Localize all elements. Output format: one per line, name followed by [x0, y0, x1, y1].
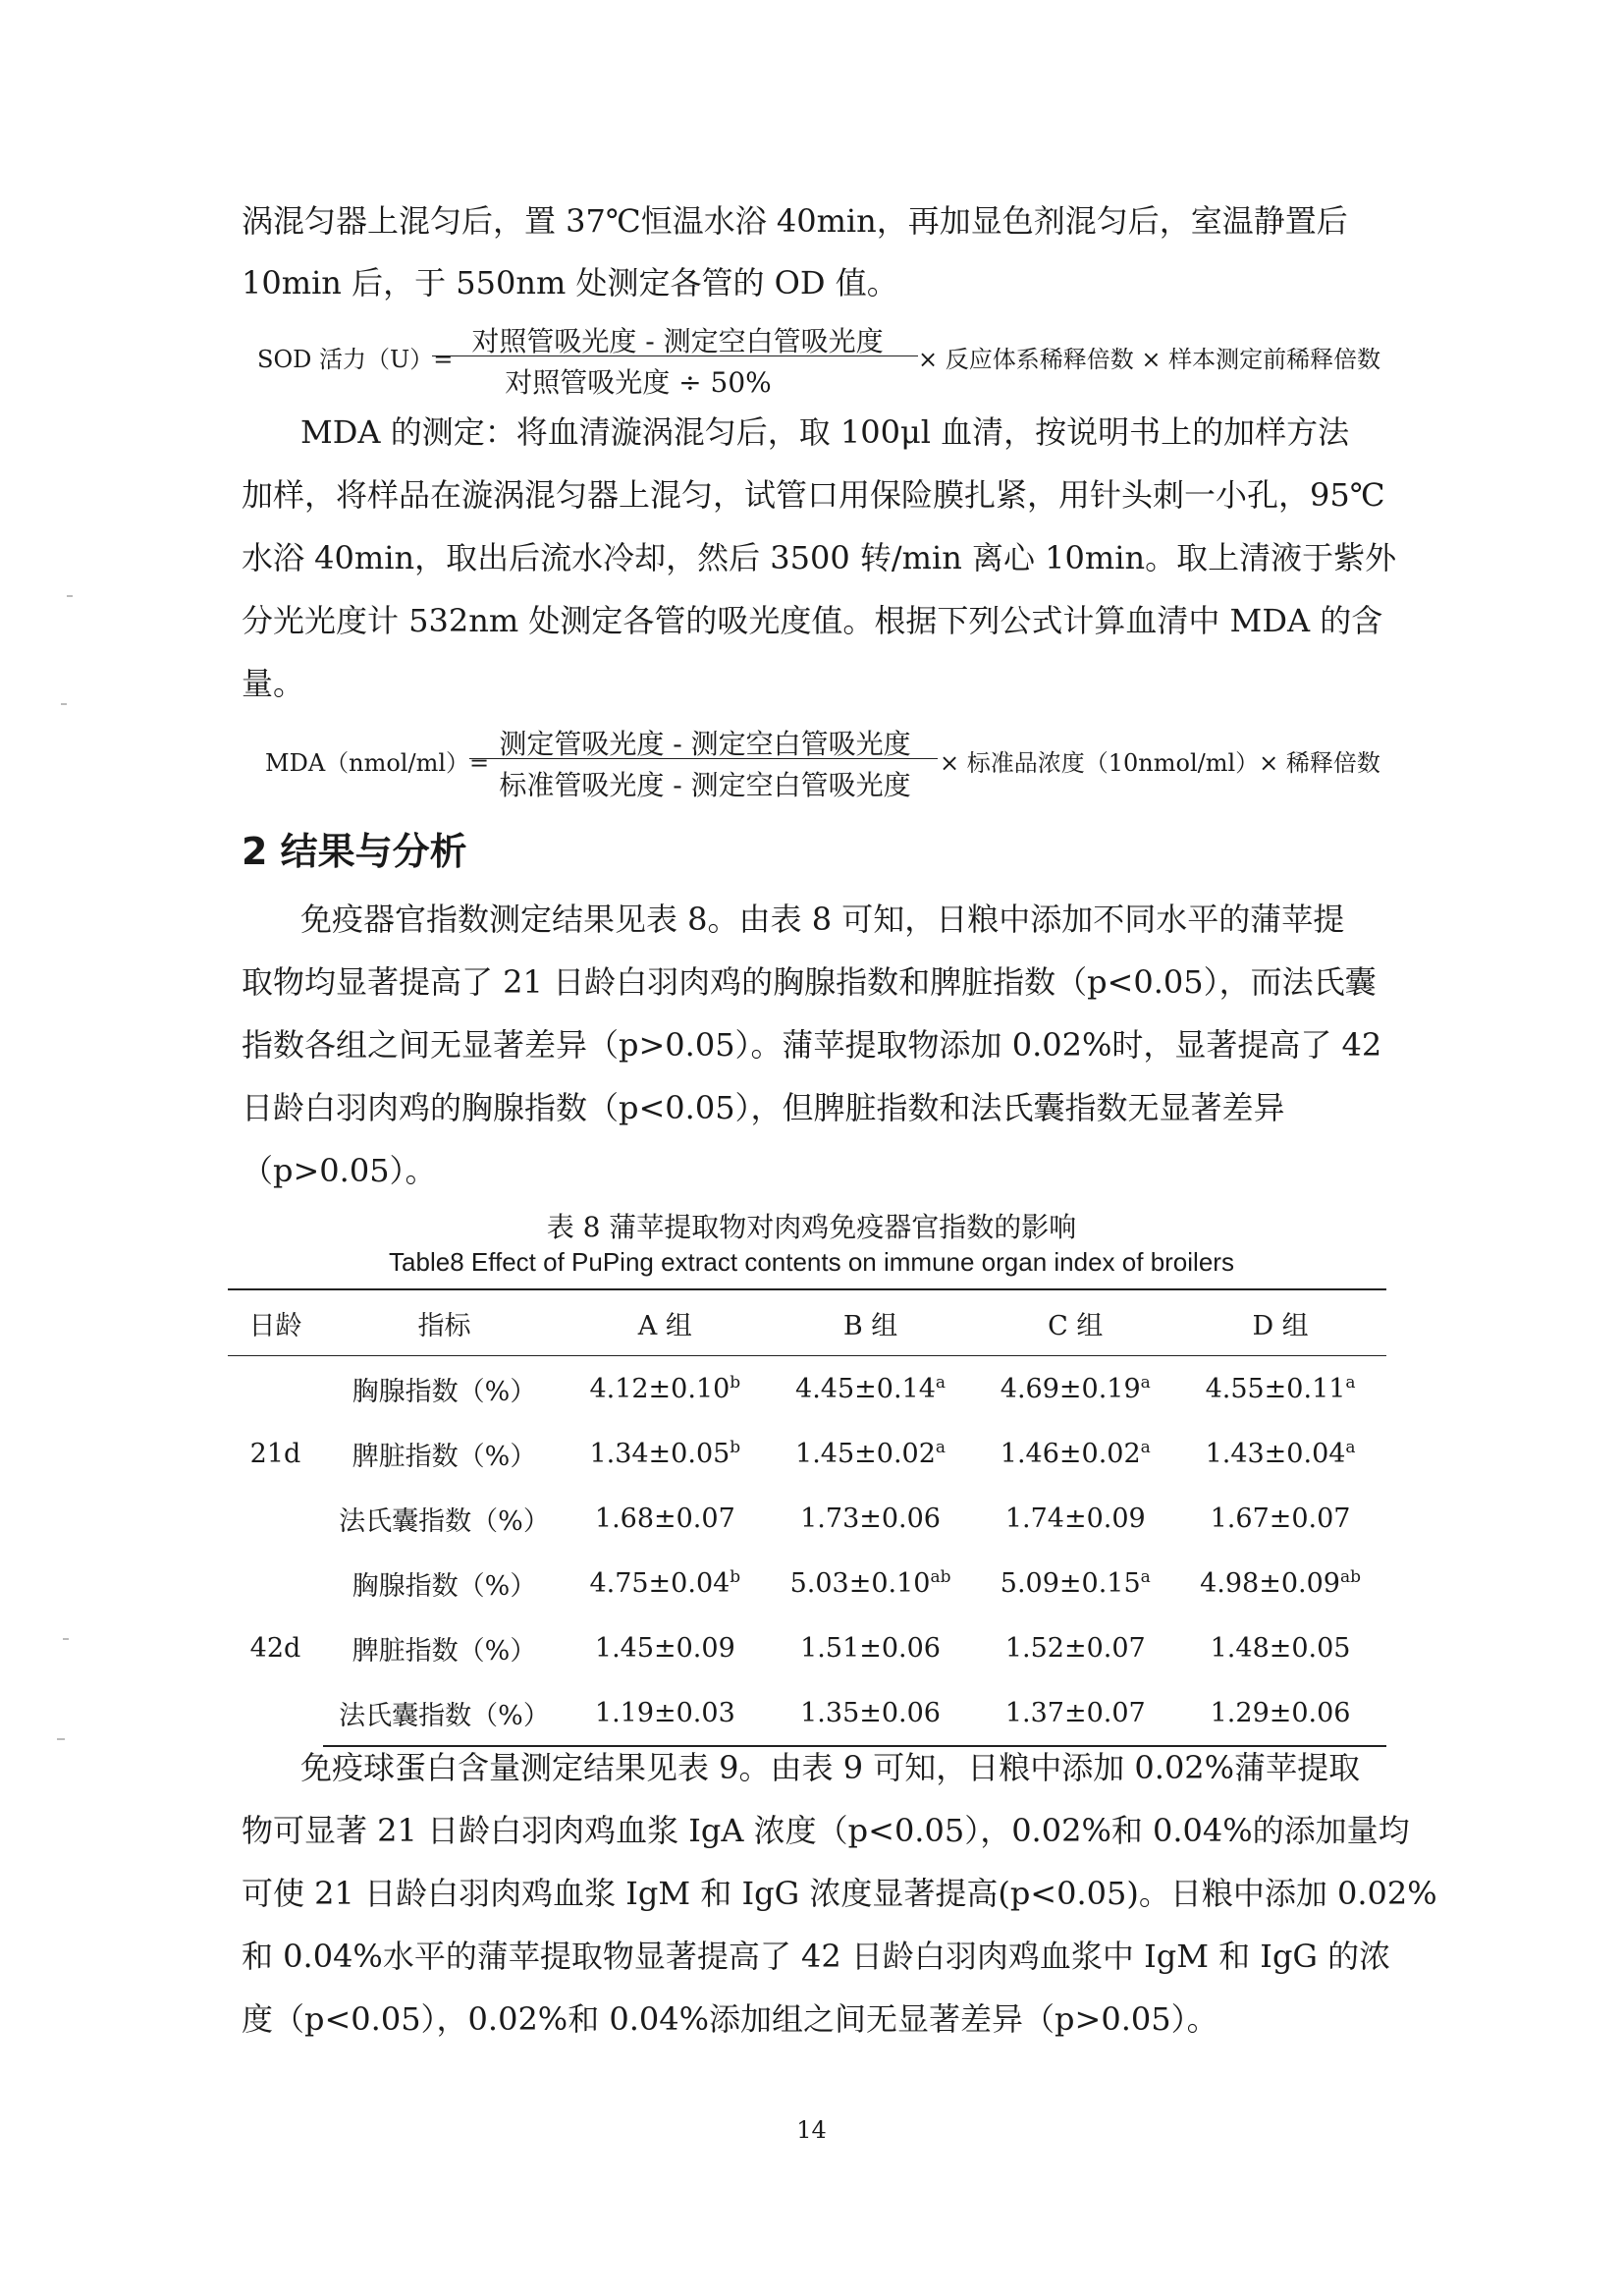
para3-line1: 免疫器官指数测定结果见表 8。由表 8 可知，日粮中添加不同水平的蒲苹提: [300, 901, 1345, 938]
value-text: 1.67±0.07: [1210, 1503, 1351, 1534]
value-text: 1.19±0.03: [594, 1698, 735, 1728]
para1-line2: 10min 后，于 550nm 处测定各管的 OD 值。: [242, 264, 898, 301]
sod-fraction-bar: [432, 355, 918, 356]
header-group-a: A 组: [566, 1289, 765, 1356]
para4-line4: 和 0.04%水平的蒲苹提取物显著提高了 42 日龄白羽肉鸡血浆中 IgM 和 IgG 的浓: [242, 1938, 1391, 1975]
value-text: 1.45±0.09: [594, 1633, 735, 1664]
table8: [228, 1288, 1386, 1747]
significance-letter: a: [935, 1373, 947, 1393]
value-cell: [566, 1356, 765, 1422]
sod-formula-rhs: × 反应体系稀释倍数 × 样本测定前稀释倍数: [918, 346, 1381, 373]
scan-speck: [57, 1738, 65, 1740]
value-cell: [566, 1421, 765, 1486]
value-cell: [566, 1551, 765, 1615]
table-row: [228, 1551, 1386, 1615]
value-cell: [765, 1356, 977, 1422]
index-cell: 脾脏指数（%）: [352, 1635, 537, 1667]
table8-caption-en: Table8 Effect of PuPing extract contents on immune organ index of broilers: [389, 1247, 1234, 1277]
scan-speck: [67, 595, 73, 597]
index-cell: 脾脏指数（%）: [352, 1441, 537, 1472]
para4-line1: 免疫球蛋白含量测定结果见表 9。由表 9 可知，日粮中添加 0.02%蒲苹提取: [300, 1749, 1361, 1786]
value-cell: [976, 1615, 1174, 1680]
para3-line3: 指数各组之间无显著差异（p>0.05）。蒲苹提取物添加 0.02%时，显著提高了 42: [242, 1026, 1382, 1064]
value-text: 1.29±0.06: [1210, 1698, 1351, 1728]
mda-fraction-bar: [469, 758, 938, 759]
value-text: 1.48±0.05: [1210, 1633, 1351, 1664]
para2-line5: 量。: [242, 665, 305, 702]
value-text: 4.98±0.09: [1200, 1568, 1340, 1599]
table8-caption-zh: 表 8 蒲苹提取物对肉鸡免疫器官指数的影响: [546, 1211, 1077, 1243]
value-cell: [976, 1421, 1174, 1486]
para3-line5: （p>0.05）。: [242, 1152, 437, 1189]
significance-letter: a: [935, 1438, 947, 1457]
value-cell: [765, 1680, 977, 1746]
value-text: 5.09±0.15: [1000, 1568, 1141, 1599]
value-cell: [765, 1615, 977, 1680]
header-group-d: D 组: [1174, 1289, 1386, 1356]
sod-formula-lhs: SOD 活力（U）=: [257, 346, 454, 373]
value-text: 4.69±0.19: [1000, 1374, 1141, 1404]
value-cell: [566, 1486, 765, 1551]
significance-letter: a: [1140, 1438, 1151, 1457]
para4-line3: 可使 21 日龄白羽肉鸡血浆 IgM 和 IgG 浓度显著提高(p<0.05)。日粮中添加 0.02%: [242, 1875, 1437, 1912]
para4-line5: 度（p<0.05），0.02%和 0.04%添加组之间无显著差异（p>0.05）。: [242, 2000, 1218, 2038]
value-text: 1.43±0.04: [1205, 1439, 1346, 1469]
age-cell: 21d: [249, 1438, 301, 1469]
sod-formula-numerator: 对照管吸光度 - 测定空白管吸光度: [471, 325, 884, 357]
table8-body: [228, 1356, 1386, 1747]
value-cell: [1174, 1421, 1386, 1486]
significance-letter: a: [1345, 1373, 1356, 1393]
value-cell: [976, 1551, 1174, 1615]
mda-formula-lhs: MDA（nmol/ml）=: [265, 749, 490, 777]
value-cell: [566, 1680, 765, 1746]
value-cell: [976, 1356, 1174, 1422]
value-cell: [765, 1486, 977, 1551]
value-text: 4.75±0.04: [589, 1568, 730, 1599]
header-group-b: B 组: [765, 1289, 977, 1356]
para2-line2: 加样，将样品在漩涡混匀器上混匀，试管口用保险膜扎紧，用针头刺一小孔，95℃: [242, 476, 1385, 514]
para3-line2: 取物均显著提高了 21 日龄白羽肉鸡的胸腺指数和脾脏指数（p<0.05），而法氏囊: [242, 963, 1377, 1001]
value-cell: [976, 1680, 1174, 1746]
index-cell: 法氏囊指数（%）: [339, 1505, 550, 1537]
section-heading: 2 结果与分析: [242, 830, 467, 873]
value-cell: [1174, 1486, 1386, 1551]
value-text: 1.37±0.07: [1004, 1698, 1146, 1728]
age-cell: 42d: [249, 1633, 301, 1664]
value-cell: [1174, 1680, 1386, 1746]
value-text: 4.12±0.10: [589, 1374, 730, 1404]
mda-formula-denominator: 标准管吸光度 - 测定空白管吸光度: [499, 769, 911, 801]
value-text: 1.46±0.02: [1000, 1439, 1141, 1469]
value-cell: [765, 1421, 977, 1486]
value-text: 4.45±0.14: [795, 1374, 936, 1404]
significance-letter: ab: [1339, 1567, 1361, 1587]
index-cell: 胸腺指数（%）: [352, 1570, 537, 1602]
significance-letter: b: [730, 1373, 741, 1393]
para2-line4: 分光光度计 532nm 处测定各管的吸光度值。根据下列公式计算血清中 MDA 的含: [242, 602, 1383, 639]
header-age: 日龄: [228, 1289, 323, 1356]
significance-letter: a: [1345, 1438, 1356, 1457]
significance-letter: b: [730, 1438, 741, 1457]
table-row: [228, 1356, 1386, 1422]
scan-speck: [63, 1638, 69, 1640]
para2-line3: 水浴 40min，取出后流水冷却，然后 3500 转/min 离心 10min。取上清液于紫外: [242, 539, 1397, 576]
para4-line2: 物可显著 21 日龄白羽肉鸡血浆 IgA 浓度（p<0.05），0.02%和 0.04%的添加量均: [242, 1812, 1410, 1849]
sod-formula-denominator: 对照管吸光度 ÷ 50%: [505, 366, 772, 399]
significance-letter: a: [1140, 1567, 1151, 1587]
header-group-c: C 组: [976, 1289, 1174, 1356]
value-text: 1.52±0.07: [1004, 1633, 1146, 1664]
para2-line1: MDA 的测定：将血清漩涡混匀后，取 100μl 血清，按说明书上的加样方法: [300, 413, 1350, 451]
table-row: [228, 1680, 1386, 1746]
significance-letter: a: [1140, 1373, 1151, 1393]
significance-letter: ab: [930, 1567, 951, 1587]
value-text: 1.35±0.06: [800, 1698, 941, 1728]
index-cell: 胸腺指数（%）: [352, 1376, 537, 1407]
mda-formula-rhs: × 标准品浓度（10nmol/ml）× 稀释倍数: [940, 749, 1380, 777]
index-cell: 法氏囊指数（%）: [323, 1680, 566, 1746]
table-row: [228, 1421, 1386, 1486]
para1-line1: 涡混匀器上混匀后，置 37℃恒温水浴 40min，再加显色剂混匀后，室温静置后: [242, 202, 1348, 240]
table-row: [228, 1615, 1386, 1680]
value-text: 1.74±0.09: [1004, 1503, 1146, 1534]
value-text: 1.68±0.07: [594, 1503, 735, 1534]
mda-formula-numerator: 测定管吸光度 - 测定空白管吸光度: [499, 728, 911, 760]
value-cell: [765, 1551, 977, 1615]
significance-letter: b: [730, 1567, 741, 1587]
value-text: 1.34±0.05: [589, 1439, 730, 1469]
value-cell: [976, 1486, 1174, 1551]
table8-header-row: [228, 1289, 1386, 1356]
page-number: 14: [796, 2116, 827, 2144]
header-index: 指标: [323, 1289, 566, 1356]
value-text: 1.73±0.06: [800, 1503, 941, 1534]
value-cell: [1174, 1551, 1386, 1615]
table-row: [228, 1486, 1386, 1551]
value-text: 1.45±0.02: [795, 1439, 936, 1469]
value-text: 4.55±0.11: [1205, 1374, 1346, 1404]
value-text: 1.51±0.06: [800, 1633, 941, 1664]
value-cell: [1174, 1615, 1386, 1680]
value-cell: [566, 1615, 765, 1680]
scan-speck: [61, 703, 67, 705]
value-cell: [1174, 1356, 1386, 1422]
value-text: 5.03±0.10: [789, 1568, 931, 1599]
para3-line4: 日龄白羽肉鸡的胸腺指数（p<0.05），但脾脏指数和法氏囊指数无显著差异: [242, 1089, 1285, 1126]
